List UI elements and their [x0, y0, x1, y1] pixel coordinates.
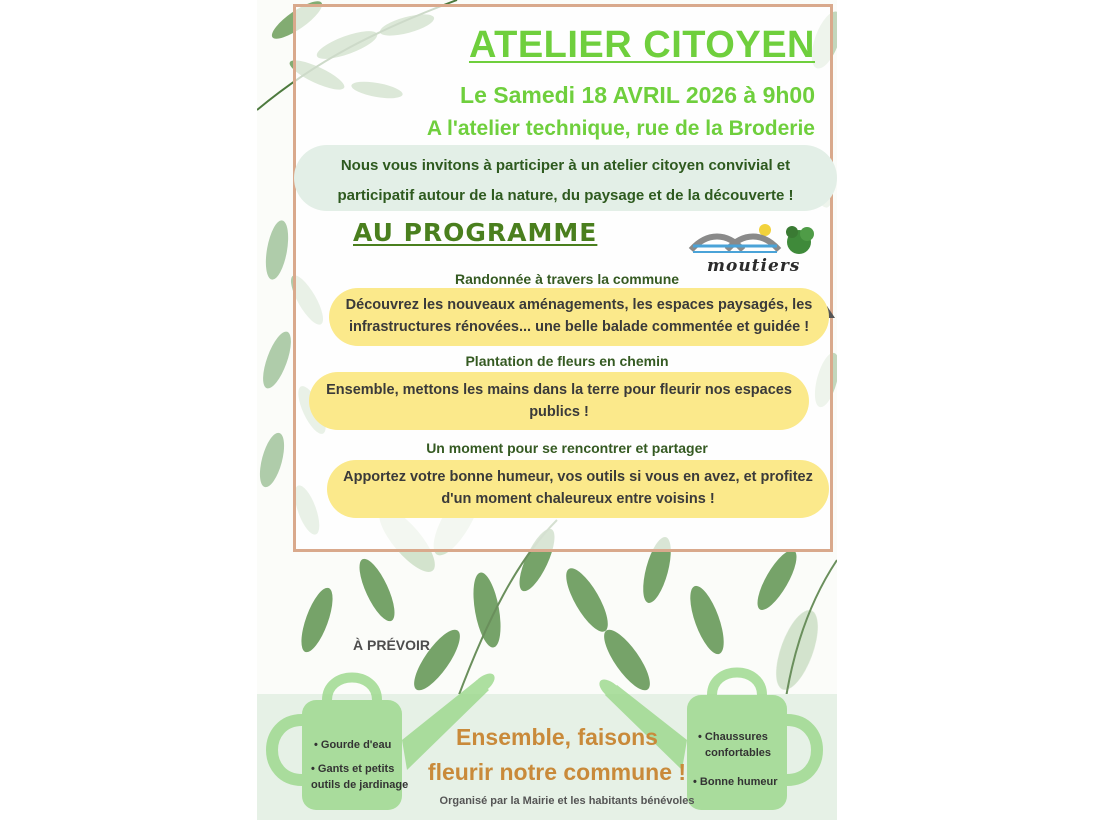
- section-1-bubble: [329, 288, 829, 346]
- logo-text: moutiers: [707, 256, 801, 276]
- section-1-line-1: Découvrez les nouveaux aménagements, les espaces paysagés, les: [345, 297, 813, 313]
- section-2-heading: Plantation de fleurs en chemin: [465, 353, 669, 369]
- event-poster: [257, 0, 837, 820]
- poster-title: ATELIER CITOYEN: [468, 24, 815, 66]
- section-2-line-1: Ensemble, mettons les mains dans la terre pour fleurir nos espaces: [326, 382, 792, 398]
- slogan-line-1: Ensemble, faisons: [456, 724, 658, 750]
- item-gloves-line-2: outils de jardinage: [311, 779, 409, 791]
- section-2-bubble: [309, 372, 809, 430]
- item-water-bottle: • Gourde d'eau: [314, 739, 392, 751]
- event-date: Le Samedi 18 AVRIL 2026 à 9h00: [460, 82, 815, 108]
- intro-line-1: Nous vous invitons à participer à un atelier citoyen convivial et: [340, 157, 791, 174]
- program-heading: AU PROGRAMME: [353, 218, 598, 247]
- item-shoes-line-2: confortables: [705, 747, 772, 759]
- section-1-heading: Randonnée à travers la commune: [454, 271, 680, 287]
- item-good-mood: • Bonne humeur: [693, 776, 778, 788]
- event-place: A l'atelier technique, rue de la Broderie: [426, 117, 815, 140]
- section-2-line-2: publics !: [529, 404, 589, 420]
- section-1-line-2: infrastructures rénovées... une belle balade commentée et guidée !: [348, 319, 810, 335]
- item-gloves-line-1: • Gants et petits: [311, 763, 395, 775]
- intro-line-2: participatif autour de la nature, du paysage et de la découverte !: [337, 187, 794, 204]
- section-3-line-1: Apportez votre bonne humeur, vos outils si vous en avez, et profitez: [343, 469, 813, 485]
- section-3-line-2: d'un moment chaleureux entre voisins !: [441, 491, 715, 507]
- slogan-line-2: fleurir notre commune !: [427, 759, 687, 785]
- organizer-note: Organisé par la Mairie et les habitants bénévoles: [439, 795, 695, 807]
- item-shoes-line-1: • Chaussures: [698, 731, 768, 743]
- prevoir-heading: À PRÉVOIR: [353, 637, 431, 653]
- section-3-bubble: [327, 460, 829, 518]
- intro-banner: [294, 145, 837, 211]
- slogan: [407, 720, 707, 790]
- section-3-heading: Un moment pour se rencontrer et partager: [426, 440, 708, 456]
